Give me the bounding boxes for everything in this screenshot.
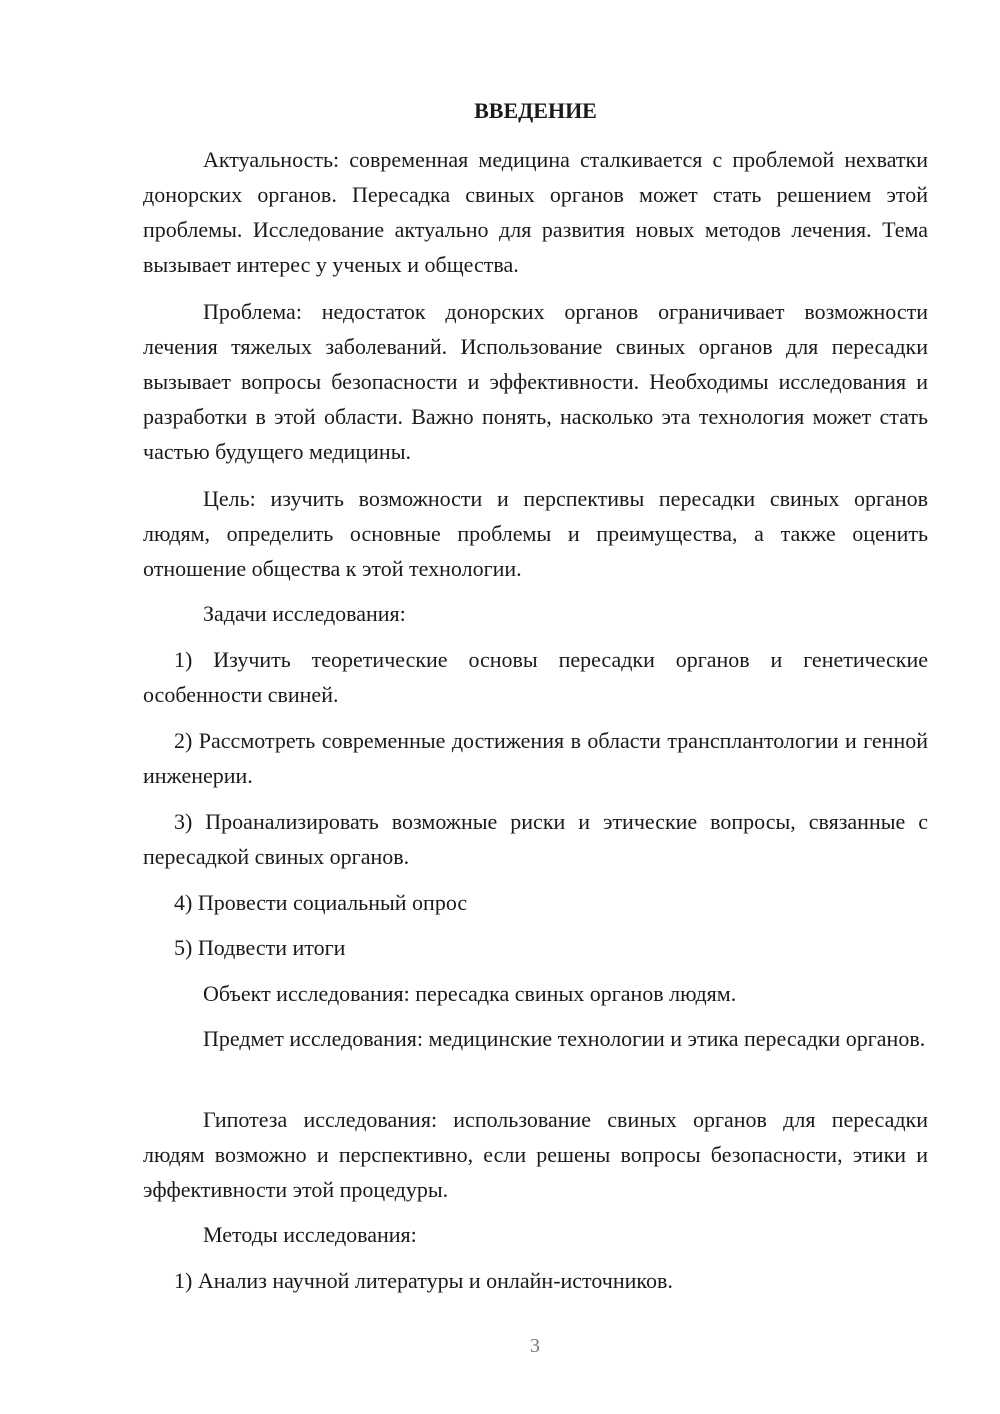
page-number: 3 (530, 1335, 540, 1357)
paragraph-subject: Предмет исследования: медицинские технологии и этика пересадки органов. (203, 1026, 926, 1051)
task-item: 2) Рассмотреть современные достижения в области трансплантологии и генной инженерии. (143, 728, 928, 788)
method-item: 1) Анализ научной литературы и онлайн-источников. (174, 1268, 673, 1293)
paragraph-relevance: Актуальность: современная медицина сталкивается с проблемой нехватки донорских органов. Пересадка свиных органов может стать решением этой проблемы. Исследование актуально для развития новых методов лечения. Тема вызывает интерес у ученых и общества. (143, 147, 928, 277)
paragraph-goal: Цель: изучить возможности и перспективы пересадки свиных органов людям, определить основные проблемы и преимущества, а также оценить отношение общества к этой технологии. (143, 486, 928, 581)
paragraph-problem: Проблема: недостаток донорских органов ограничивает возможности лечения тяжелых заболеваний. Использование свиных органов для пересадки вызывает вопросы безопасности и эффективности. Необходимы исследования и разработки в этой области. Важно понять, насколько эта технология может стать частью будущего медицины. (143, 299, 928, 464)
task-item: 4) Провести социальный опрос (174, 890, 468, 915)
paragraph-hypothesis: Гипотеза исследования: использование свиных органов для пересадки людям возможно и перспективно, если решены вопросы безопасности, этики и эффективности этой процедуры. (143, 1107, 928, 1202)
section-heading: ВВЕДЕНИЕ (474, 98, 597, 123)
task-item: 5) Подвести итоги (174, 935, 346, 960)
task-item: 1) Изучить теоретические основы пересадки органов и генетические особенности свиней. (143, 647, 928, 707)
paragraph-object: Объект исследования: пересадка свиных органов людям. (203, 981, 737, 1006)
methods-title: Методы исследования: (203, 1222, 417, 1247)
task-item: 3) Проанализировать возможные риски и этические вопросы, связанные с пересадкой свиных органов. (143, 809, 928, 869)
tasks-title: Задачи исследования: (203, 601, 406, 626)
